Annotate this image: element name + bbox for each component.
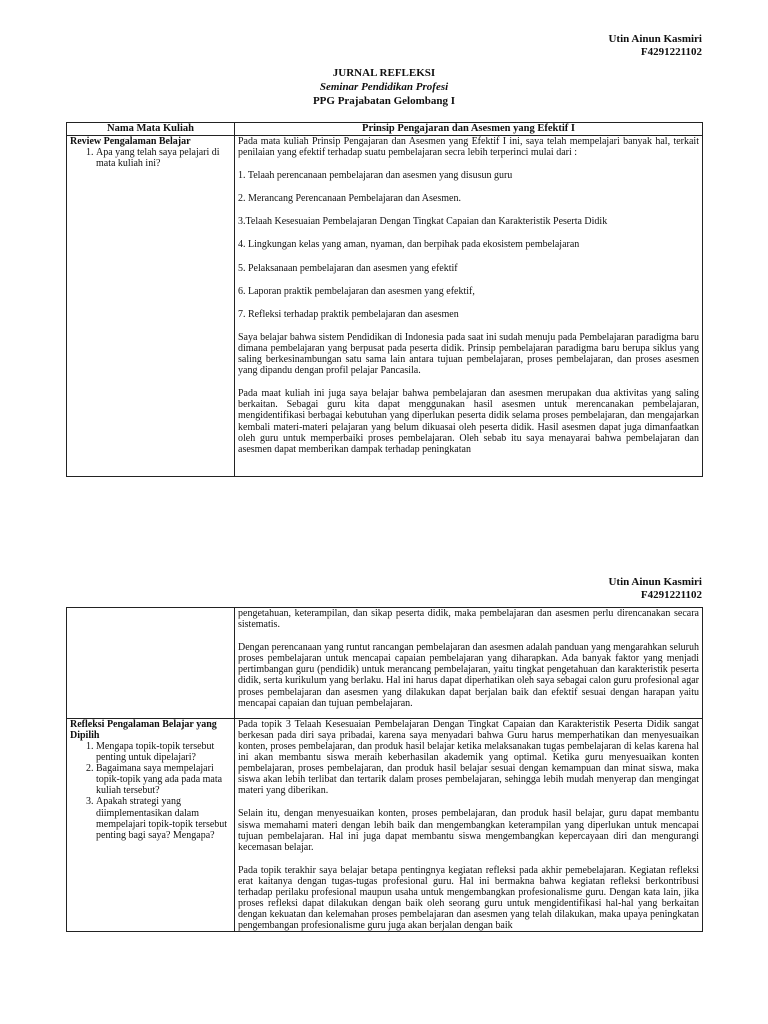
journal-table-page-2 [66, 607, 703, 932]
refleksi-label: Refleksi Pengalaman Belajar yang Dipilih [70, 718, 217, 741]
author-name: Utin Ainun Kasmiri [608, 33, 702, 45]
refleksi-content-cell [235, 718, 703, 932]
table-row-review [67, 136, 703, 477]
document-title: JURNAL REFLEKSI [332, 67, 436, 79]
page-2 [0, 548, 768, 1024]
review-content-cell-continued [235, 608, 703, 719]
refleksi-paragraph-1: Pada topik 3 Telaah Kesesuaian Pembelajaran Dengan Tingkat Capaian dan Karakteristik Peserta Didik sangat berkesan pada diri saya pribadai, karena saya menyadari bahwa Guru harus memperhatikan dan menyesuaikan konten, proses pembelajaran, dan produk hasil belajar ketika melaksanakan tugas pembelajaran di kelas karena hal ini akan membantu siswa meraih keberhasilan akademik yang optimal. Ketika guru menyesuaikan konten pembelajaran, proses pembelajaran, dan produk hasil belajar sesuai dengan kemampuan dan minat siswa, maka siswa akan lebih terlibat dan tertarik dalam proses pembelajaran, sehingga lebih mudah menyerap dan mengingat materi yang diberikan. [238, 718, 699, 797]
document-subtitle: Seminar Pendidikan Profesi [319, 81, 449, 93]
review-content-cell [235, 136, 703, 477]
review-intro: Pada mata kuliah Prinsip Pengajaran dan Asesmen yang Efektif I ini, saya telah mempelajari banyak hal, terkait penilaian yang efektif terhadap suatu pembelajaran secra lebih terperinci mulai dari : [238, 136, 699, 159]
review-paragraph-2-continued: pengetahuan, keterampilan, dan sikap peserta didik, maka pembelajaran dan asesmen perlu direncanakan secara sistematis. [238, 608, 699, 631]
document-program: PPG Prajabatan Gelombang I [312, 95, 456, 107]
review-label-cell [67, 136, 235, 477]
review-item: 2. Merancang Perencanaan Pembelajaran dan Asesmen. [238, 193, 461, 205]
table-row-refleksi [67, 718, 703, 932]
refleksi-question: 3. Apakah strategi yang diimplementasikan dalam mempelajari topik-topik tersebut penting bagi saya? Mengapa? [96, 796, 231, 840]
refleksi-question-list [70, 741, 231, 841]
review-label: Review Pengalaman Belajar [70, 136, 191, 147]
col2-header: Prinsip Pengajaran dan Asesmen yang Efektif I [235, 123, 703, 136]
review-item: 1. Telaah perencanaan pembelajaran dan asesmen yang disusun guru [238, 170, 513, 182]
document-heading [0, 66, 768, 108]
page-1 [0, 0, 768, 500]
review-paragraph-3: Dengan perencanaan yang runtut rancangan pembelajaran dan asesmen adalah panduan yang mengarahkan seluruh proses pembelajaran untuk mencapai capaian pembelajaran yang diharapkan. Ada banyak faktor yang menjadi pertimbangan guru (pendidik) untuk merancang pembelajaran, yaitu tingkat pengetahuan dan karakteristik peserta didik, serta kurikulum yang berlaku. Hal ini harus dapat diperhatikan oleh saya sebagai calon guru profesional agar proses pembelajaran dan asesmen yang dilakukan dapat berjalan baik dan efektif sesuai dengan harapan yaitu mencapai capaian dan tujuan pembelajaran. [238, 642, 699, 709]
review-item: 7. Refleksi terhadap praktik pembelajaran dan asesmen [238, 308, 459, 320]
refleksi-label-cell [67, 718, 235, 932]
table-row-review-continued [67, 608, 703, 719]
review-item: 6. Laporan praktik pembelajaran dan asesmen yang efektif, [238, 285, 475, 297]
review-question-list [70, 147, 231, 169]
refleksi-paragraph-2: Selain itu, dengan menyesuaikan konten, proses pembelajaran, dan produk hasil belajar, guru dapat membantu siswa memahami materi dengan lebih baik dan mengembangkan keterampilan yang diperlukan untuk mencapai tujuan pembelajaran. Hal ini juga dapat membantu siswa mengembangkan kepercayaan diri dan mengurangi kecemasan belajar. [238, 808, 699, 853]
author-block [608, 576, 702, 602]
review-paragraph-1: Saya belajar bahwa sistem Pendidikan di Indonesia pada saat ini sudah menuju pada Pembelajaran paradigma baru dimana pembelajaran yang berpusat pada peserta didik. Prinsip pembelajaran paradigma baru berupa siklus yang saling berkesinambungan satu sama lain antara tujuan pembelajaran, proses pembelajaran, dan proses asesmen yang dipandu dengan profil pelajar Pancasila. [238, 331, 699, 377]
review-item: 3.Telaah Kesesuaian Pembelajaran Dengan Tingkat Capaian dan Karakteristik Peserta Didik [238, 216, 608, 228]
review-paragraph-2: Pada maat kuliah ini juga saya belajar bahwa pembelajaran dan asesmen merupakan dua aktivitas yang saling berkaitan. Sebagai guru kita dapat menggunakan hasil asesmen untuk merencanakan pembelajaran, mengidentifikasi berbagai kebutuhan yang diperlukan peserta didik selama proses pembelajaran, dan mengajarkan kembali materi-materi pelajaran yang belum dikuasai oleh peserta didik. Hasil asesmen dapat juga dimanfaatkan oleh guru untuk memperbaiki proses pembelajaran. Oleh sebab itu saya menayarai bahwa pembelajaran dan asesmen dapat memberikan dampak terhadap peningkatan [238, 388, 699, 455]
refleksi-question: 2. Bagaimana saya mempelajari topik-topik yang ada pada mata kuliah tersebut? [96, 763, 231, 796]
refleksi-question: 1. Mengapa topik-topik tersebut penting untuk dipelajari? [96, 741, 231, 763]
journal-table-page-1 [66, 122, 703, 477]
author-block [608, 33, 702, 59]
table-header-row [67, 123, 703, 136]
author-id: F4291221102 [640, 46, 702, 58]
review-label-cell-continued [67, 608, 235, 719]
author-name: Utin Ainun Kasmiri [608, 576, 702, 588]
author-id: F4291221102 [640, 589, 702, 601]
refleksi-paragraph-3: Pada topik terakhir saya belajar betapa pentingnya kegiatan refleksi pada akhir pemebelajaran. Kegiatan refleksi erat kaitanya dengan tugas-tugas profesional guru. Hal ini bermakna bahwa kegiatan refleksi berkontribusi terhadap perilaku profesional maupun usaha untuk mengembangkan profesionalisme guru. Dengan kata lain, jika proses refleksi dapat dilakukan dengan baik oleh seorang guru untuk mengidentifikasi hal-hal yang berkaitan dengan kekuatan dan kelemahan proses pembelajaran dan asesmen yang telah dilakukan, maka upaya peningkatan pengembangan profesionalisme guru juga akan berjalan dengan baik [238, 864, 699, 932]
review-question: 1. Apa yang telah saya pelajari di mata kuliah ini? [96, 147, 231, 169]
review-item: 4. Lingkungan kelas yang aman, nyaman, dan berpihak pada ekosistem pembelajaran [238, 239, 580, 251]
col1-header: Nama Mata Kuliah [67, 123, 235, 136]
review-item: 5. Pelaksanaan pembelajaran dan asesmen yang efektif [238, 262, 458, 274]
